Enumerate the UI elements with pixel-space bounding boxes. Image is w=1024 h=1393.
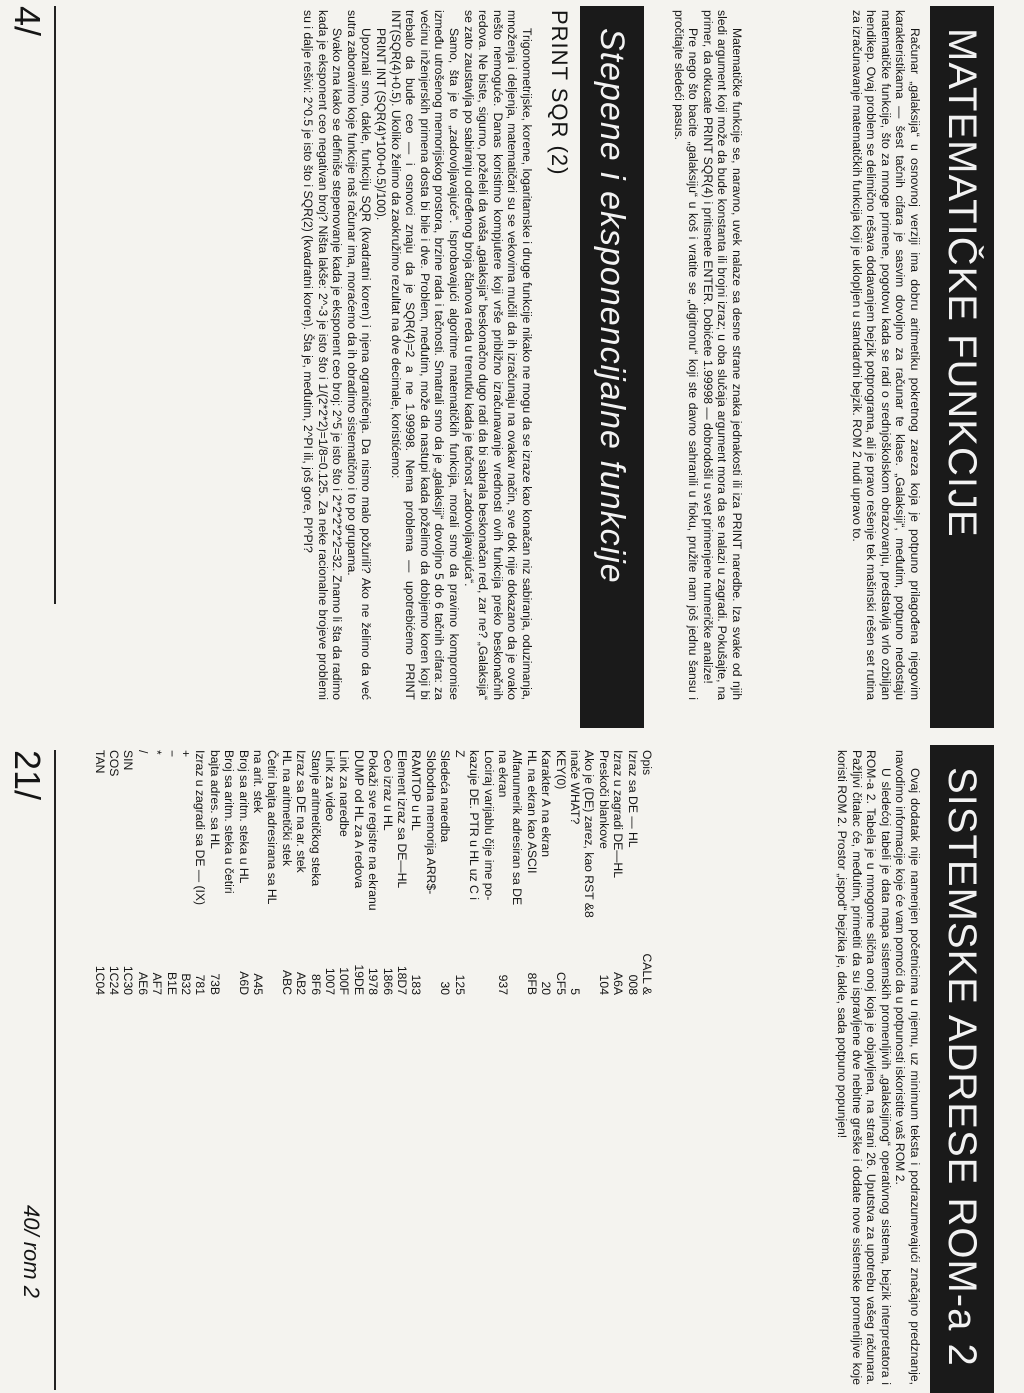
row-value [222, 951, 236, 995]
table-row [193, 750, 207, 995]
table-row [135, 750, 149, 995]
table-row [179, 750, 193, 995]
row-value: AF7 [150, 972, 165, 995]
table-row [452, 750, 466, 995]
row-value: 1007 [323, 967, 338, 995]
row-value: CF5 [553, 971, 568, 995]
row-desc: / [135, 750, 150, 754]
right-title-band [930, 745, 994, 1393]
row-value: 008 [625, 974, 640, 995]
table-row [438, 750, 452, 995]
row-value: ABC [279, 969, 294, 995]
row-desc: Broj sa aritm. steka u četiri [222, 750, 237, 894]
row-value: 5 [567, 988, 582, 995]
row-desc: TAN [92, 750, 107, 774]
table-row [568, 750, 582, 995]
table-row [222, 750, 236, 995]
row-desc: Link za naredbe [337, 750, 352, 837]
table-row [596, 750, 610, 995]
row-value: 104 [596, 974, 611, 995]
table-row [625, 750, 639, 995]
right-page-rule [54, 750, 56, 1390]
row-desc: Broj sa aritm. steka u HL [236, 750, 251, 884]
row-desc: Lociraj varijablu čije ime po- [481, 750, 496, 901]
paragraph: U sledećoj tabeli je data mapa sistemskih promenljivih „galaksijinog“ operativnog sistema, bejzik interpretatora i ROM-a 2. Tabela je u mnogome slična onoj koja je objavljena, na strani 26. Uputstva za upotrebu vašeg računara. Pažljivi čitalac će, međutim, primetiti da su ispravljene dve nebitne greške i dodate nove sistemske promenljive koje koristi ROM 2. Prostor „ispod“ bejzika je, dakle, sada potpuno popunjen! [835, 750, 893, 1385]
code-line: PRINT INT (SQR(4)*100+0.5)/100). [374, 28, 389, 221]
row-desc: + [179, 750, 193, 758]
table-row [481, 750, 495, 995]
subtitle-band [580, 6, 644, 728]
paragraph: Matematičke funkcije se, naravno, uvek nalaze sa desne strane znaka jednakosti ili iza PRINT naredbe. Iza svake od njih sledi argument koji može da bude konstanta ili brojni izraz; u oba slučaja argument mora da se nalazi u zagradi. Pokušajte, na primer, da otkucate PRINT SQR(4) i pritisnete ENTER. Dobićete 1.99998 — dobrodošli u svet primenjene numeričke analize! [700, 10, 744, 700]
left-page-title: MATEMATIČKE FUNKCIJE [940, 28, 984, 538]
row-value: AE6 [135, 971, 150, 995]
row-desc: Izraz u zagradi DE—HL [611, 750, 626, 879]
row-desc: bajta adres. sa HL [207, 750, 222, 849]
left-page-rule [54, 6, 56, 604]
row-desc: Pokaži sve registre na ekranu [366, 750, 381, 911]
row-desc: * [150, 750, 165, 755]
row-value: 30 [438, 981, 453, 995]
row-desc: Ceo izraz u HL [380, 750, 395, 831]
row-value: 100F [337, 967, 352, 995]
paragraph: Ovaj dodatak nije namenjen početnicima u njemu, uz minimum teksta i podrazumevajući značajno predznanje, navodimo informacije koje će vam pomoći da u potpunosti iskoristite vaš ROM 2. [893, 750, 922, 1385]
row-desc: HL na ekran kao ASCII [524, 750, 539, 874]
header-value: CALL & [640, 953, 654, 995]
row-desc: Alfanumerik adresiran sa DE [510, 750, 525, 906]
right-page-title: SISTEMSKE ADRESE ROM-a 2 [940, 767, 984, 1367]
row-desc: Sledeća naredba [438, 750, 453, 843]
table-row [524, 750, 538, 995]
address-table [92, 750, 654, 995]
row-value [510, 951, 524, 995]
table-row [92, 750, 106, 995]
table-row [496, 750, 510, 995]
row-value [265, 951, 279, 995]
paragraph: Pre nego što bacite „galaksiju“ u koš i vratite se „digitronu“ koji ste davno sahranili u fioku, pružite nam još jednu šansu i pročitajte sledeći pasus. [671, 10, 701, 700]
row-desc: kazuje DE. PTR u HL uz C i [467, 750, 482, 900]
row-desc: COS [106, 750, 121, 777]
row-value: B32 [179, 973, 193, 995]
row-desc: DUMP od HL za A redova [351, 750, 366, 889]
table-row [539, 750, 553, 995]
table-body [92, 750, 639, 995]
row-desc: Slobodna memorija ARR$- [423, 750, 438, 895]
table-row [351, 750, 365, 995]
row-desc: Četiri bajta adresirana sa HL [265, 750, 280, 905]
right-page-number: 21/ [7, 750, 48, 801]
table-row [323, 750, 337, 995]
row-desc: Link za video [323, 750, 338, 822]
row-value: 1978 [366, 967, 381, 995]
row-desc: Izraz sa DE — HL [625, 750, 640, 848]
intro-paragraph-2 [660, 10, 744, 700]
table-row [150, 750, 164, 995]
left-title-band [930, 6, 994, 728]
row-value: 1C30 [121, 965, 136, 995]
row-desc: Stanje aritmetičkog steka [308, 750, 323, 887]
table-row [294, 750, 308, 995]
footer-text: 40/ rom 2 [19, 1205, 44, 1298]
row-desc: Izraz u zagradi sa DE — (IX) [193, 750, 208, 906]
row-desc: Izraz sa DE na ar. stek [294, 750, 309, 873]
header-desc: Opis [640, 750, 654, 776]
row-value: A45 [251, 973, 266, 995]
table-row [510, 750, 524, 995]
section-body [114, 10, 534, 700]
row-value [481, 951, 495, 995]
row-desc: na ekran [495, 750, 510, 798]
paragraph: Trigonometrijske, korene, logaritamske i druge funkcije nikako ne mogu da se izraze kao konačan niz sabiranja, oduzimanja, množenja i deljenja, matematičari su se vekovima mučili da ih izračunaju na ovakav način, sve dok nije dokazano da je ovako nešto nemoguće. Danas koristimo kompjutere koji vrše približno izračunavanje vrednosti ovih funkcija preko beskonačnih redova. Ne biste, sigurno, poželeli da vaša „galaksija“ beskonačno dugo radi da bi sabrala beskonačan red, zar ne? „Galaksija“ se zato zaustavlja po sabiranju određenog broja članova reda u trenutku kada je tačnost „zadovoljavajuća“. [461, 10, 534, 700]
right-intro [660, 750, 922, 1385]
table-row [337, 750, 351, 995]
table-row [366, 750, 380, 995]
row-desc: − [164, 750, 179, 758]
section-heading: PRINT SQR (2) [547, 10, 572, 176]
table-row [207, 750, 221, 995]
row-value: 19DE [351, 964, 366, 995]
row-desc: Preskoči blankove [596, 750, 611, 849]
row-desc: KEY(0) [553, 750, 568, 790]
row-value [424, 951, 438, 995]
table-row [467, 750, 481, 995]
row-desc: SIN [121, 750, 136, 771]
row-desc: Element izraz sa DE—HL [395, 750, 410, 889]
row-value [582, 951, 596, 995]
table-row [164, 750, 178, 995]
table-row [265, 750, 279, 995]
table-row [582, 750, 596, 995]
row-desc: RAMTOP u HL [409, 750, 424, 831]
row-value: 8F6 [308, 973, 323, 995]
table-row [236, 750, 250, 995]
row-value: 781 [193, 974, 208, 995]
row-desc: inače WHAT? [567, 750, 582, 825]
row-value: 20 [539, 981, 554, 995]
table-header [640, 750, 654, 995]
row-value: 1C24 [106, 965, 121, 995]
intro-paragraph-1 [748, 10, 922, 700]
row-value: B1E [164, 971, 179, 995]
table-row [380, 750, 394, 995]
table-row [308, 750, 322, 995]
row-value: 937 [495, 974, 510, 995]
left-page-number: 4/ [7, 6, 48, 37]
row-desc: na arit. stek [251, 750, 266, 813]
row-value: 1866 [380, 967, 395, 995]
row-desc: Z [452, 750, 467, 758]
table-row [611, 750, 625, 995]
row-desc: HL na aritmetički stek [279, 750, 294, 867]
row-value: 8FB [524, 972, 539, 995]
row-value: 73B [207, 973, 222, 995]
paragraph: Računar „galaksija“ u osnovnoj verziji ima dobru aritmetiku pokretnog zareza koja je potpuno prilagođena njegovim karakteristikama — šest tačnih cifara je sasvim dovoljno za računar te klase. „Galaksiji“, međutim, potpuno nedostaju matematičke funkcije, što za mnoge primene, pogotovu kada se radi o srednjoškolskom obrazovanju, predstavlja vrlo ozbiljan hendikep. Ovaj problem se delimično rešava dodavanjem bejzik potprograma, ali je pravo rešenje tek mašinski rešen set rutina za izračunavanje matematičkih funkcija koji je uklopljen u standardni bejzik. ROM 2 nudi upravo to. [849, 10, 922, 700]
table-row [424, 750, 438, 995]
table-row [409, 750, 423, 995]
row-value: A6D [236, 971, 251, 995]
row-value: 18D7 [395, 965, 410, 995]
table-row [553, 750, 567, 995]
paragraph: Svako zna kako se definiše stepenovanje kada je eksponent ceo broj: 2^5 je isto što i 2*2*2*2*2=32. Znamo li šta da radimo kada je eksponent ceo negativan broj? Ništa lakše: 2^-3 je isto što i 1/(2*2*2)=1/8=0.125. Za neke racionalne brojeve problemi su i dalje rešivi: 2^0.5 je isto što i SQR(2) (kvadratni koren). Šta je, međutim, 2^PI ili, još gore, PI^PI? [301, 10, 345, 700]
row-value: 125 [452, 974, 467, 995]
table-row [395, 750, 409, 995]
row-desc: Karakter A na ekran [539, 750, 554, 858]
row-desc: Ako je (DE) zarez, kao RST &8 [582, 750, 597, 918]
row-value: A6A [611, 971, 626, 995]
row-value [467, 951, 481, 995]
row-value: 183 [409, 974, 424, 995]
paragraph: Upoznali smo, dakle, funkciju SQR (kvadratni koren) i njena ograničenja. Da nismo malo požurili? Ako ne želimo da već sutra zaboravimo koje funkcije naš računar ima, moraćemo da ih obradimo sistematično i to po grupama. [344, 10, 374, 700]
paragraph: Samo, šta je to „zadovoljavajuće“. Isprobavajući algoritme matematičkih funkcija, morali smo da pravimo kompromise između utrošenog memorijskog prostora, brzine rada i tačnosti. Smatrali smo da je „galaksiji“ dovoljno 5 do 6 tačnih cifara: za većinu inženjerskih primena dosta bi bile i dve. Problem, međutim, može da nastupi kada poželimo da dobijemo koren koji bi trebalo da bude ceo — i osnovci znaju da je SQR(4)=2 a ne 1.99998. Nema problema — upotrebićemo PRINT INT(SQR(4)+0.5). Ukoliko želimo da zaokružimo rezultat na dve decimale, koristićemo: [388, 10, 462, 700]
row-value: 1C04 [92, 965, 107, 995]
row-value: AB2 [294, 971, 309, 995]
table-row [107, 750, 121, 995]
table-row [121, 750, 135, 995]
table-row [279, 750, 293, 995]
table-row [251, 750, 265, 995]
subtitle: Stepene i eksponencijalne funkcije [593, 28, 631, 584]
